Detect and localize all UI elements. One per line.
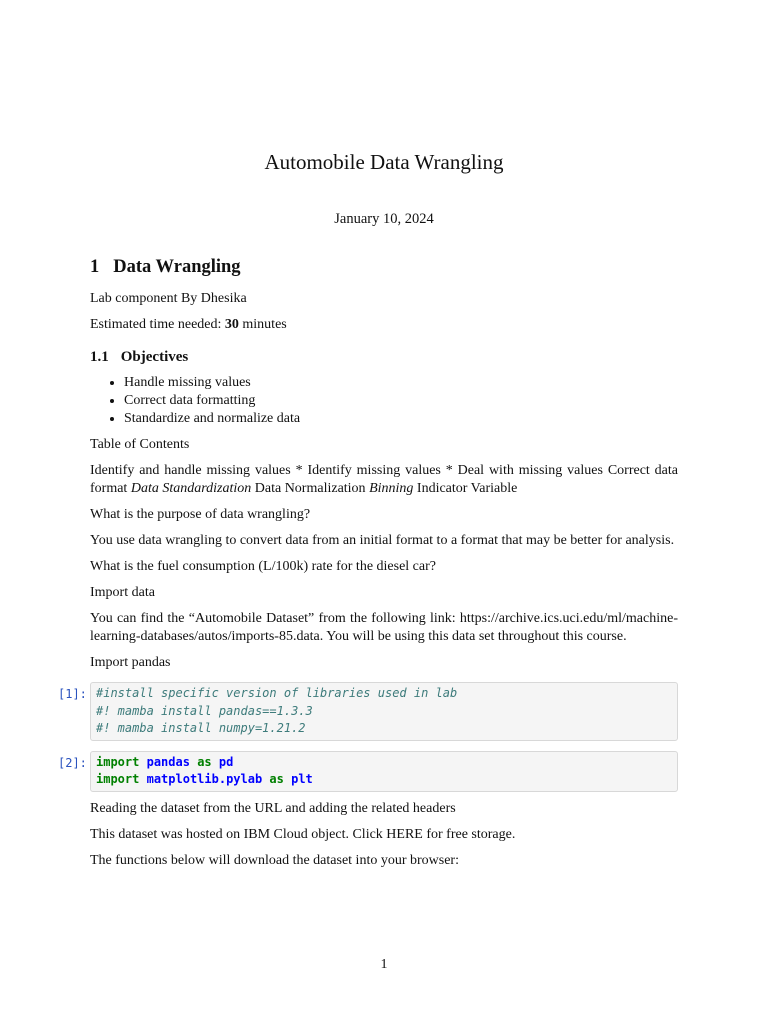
cell-prompt: [2]: [58,755,87,770]
document-body [58,257,678,878]
dataset-paragraph: You can find the “Automobile Dataset” from the following link: https://archive.ics.uci.edu/ml/machine-learning-databases/autos/imports-85.data. You will be using this data set throughout this course. [90,611,678,644]
time-value: 30 [224,317,239,332]
section-heading [90,258,678,276]
toc-part-italic: Data Standardization [130,481,252,496]
code-module: matplotlib.pylab [146,772,263,786]
code-keyword: import [96,772,140,786]
section-title: Data Wrangling [113,257,241,277]
list-item: • Handle missing values [124,374,678,392]
code-keyword: import [96,754,140,769]
code-keyword: as [269,772,284,786]
code-cell-2[interactable] [58,751,678,792]
purpose-question: What is the purpose of data wrangling? [90,507,311,522]
section-number: 1 [90,257,100,277]
functions-paragraph: The functions below will download the dataset into your browser: [90,852,459,868]
objectives-heading [90,348,678,366]
code-comment: #! mamba install numpy=1.21.2 [96,721,306,735]
time-prefix: Estimated time needed: [90,317,225,332]
author-line: Lab component By Dhesika [90,291,247,306]
subsection-number: 1.1 [90,349,109,365]
document-title: Automobile Data Wrangling [264,150,504,174]
objectives-list [90,374,678,428]
toc-part-italic: Binning [369,481,414,496]
time-suffix: minutes [238,317,287,332]
code-keyword: as [197,754,212,769]
code-alias: pd [218,754,234,769]
document-date: January 10, 2024 [334,211,434,227]
subsection-title: Objectives [120,349,189,365]
reading-paragraph: Reading the dataset from the URL and adding the related headers [90,800,456,816]
cell-prompt: [1]: [58,687,87,701]
page-number: 1 [380,957,388,972]
toc-heading: Table of Contents [90,437,190,452]
code-block[interactable] [90,682,678,741]
code-alias: plt [291,772,313,786]
toc-text [90,462,678,498]
toc-part: Identify and handle missing values * Identify missing values * Deal with missing values Correct data format [90,463,678,496]
code-comment: #install specific version of libraries used in lab [96,686,458,700]
code-module: pandas [146,754,190,769]
code-cell-1[interactable] [58,682,678,741]
code-comment: #! mamba install pandas==1.3.3 [96,703,313,718]
import-data-heading: Import data [90,585,155,600]
code-block[interactable] [90,751,678,792]
time-needed [90,316,678,334]
toc-part: Data Normalization [251,481,370,496]
list-item: • Correct data formatting [124,392,678,410]
hosted-paragraph: This dataset was hosted on IBM Cloud object. Click HERE for free storage. [90,826,516,842]
toc-part: Indicator Variable [413,481,518,496]
import-pandas-heading: Import pandas [90,655,171,670]
fuel-question: What is the fuel consumption (L/100k) rate for the diesel car? [90,559,436,574]
list-item: • Standardize and normalize data [124,410,678,428]
purpose-answer: You use data wrangling to convert data from an initial format to a format that may be better for analysis. [90,533,675,548]
